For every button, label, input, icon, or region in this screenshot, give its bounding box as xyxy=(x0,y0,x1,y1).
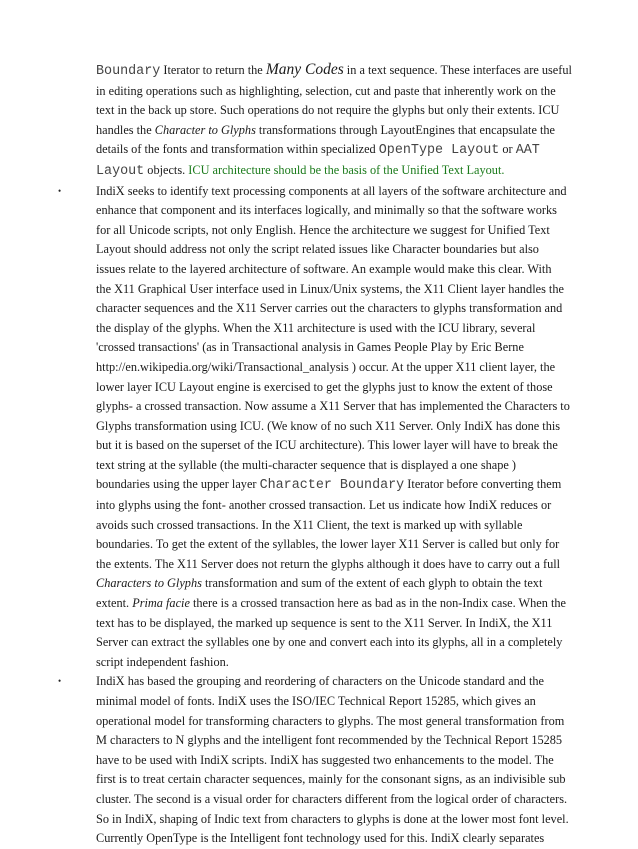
text-run: handles the xyxy=(96,122,155,137)
italic-term: Characters to Glyphs xyxy=(96,576,202,591)
text-line: for all Unicode scripts, not only English. Hence the architecture we suggest for Unified Text xyxy=(96,222,550,237)
text-line: lower layer ICU Layout engine is exercised to get the glyphs just to know the extent of those xyxy=(96,379,553,394)
text-line: but it is based on the superset of the ICU architecture). This lower layer will have to break the xyxy=(96,438,558,453)
text-line: avoids such crossed transactions. In the X11 Client, the text is marked up with syllable xyxy=(96,517,523,532)
text-line xyxy=(96,475,582,496)
bullet-item-unicode-grouping xyxy=(58,672,582,848)
text-line xyxy=(96,574,582,594)
text-line: Layout should address not only the script related issues like Character boundaries but also xyxy=(96,242,539,257)
text-line: the X11 Graphical User interface used in Linux/Unix systems, the X11 Client layer handles the xyxy=(96,281,564,296)
text-line: glyphs- a crossed transaction. Now assume a X11 Server that has implemented the Characters to xyxy=(96,399,570,414)
text-line: script independent fashion. xyxy=(96,654,229,669)
text-run: there is a crossed transaction here as bad as in the non-Indix case. When the xyxy=(189,596,566,611)
text-line: in editing operations such as highlighting, selection, cut and paste that inherently work on the xyxy=(96,83,556,98)
text-line: http://en.wikipedia.org/wiki/Transactional_analysis ) occur. At the upper X11 client layer, the xyxy=(96,359,556,374)
text-line: IndiX has based the grouping and reordering of characters on the Unicode standard and the xyxy=(96,674,544,689)
text-line xyxy=(96,140,582,161)
text-line xyxy=(96,121,582,141)
code-term: Layout xyxy=(96,163,145,179)
text-run: or xyxy=(499,142,516,157)
text-line: 'crossed transactions' (as in Transactional analysis in Games People Play by Eric Berne xyxy=(96,340,524,355)
italic-term: Many Codes xyxy=(265,61,344,78)
text-run: objects. xyxy=(144,162,189,177)
text-line: enhance that component and its interfaces logically, and minimally so that the software works xyxy=(96,203,557,218)
text-line: cluster. The second is a visual order for characters different from the logical order of characters. xyxy=(96,791,568,806)
text-line: have to be used with IndiX scripts. IndiX has suggested two enhancements to the model. The xyxy=(96,752,554,767)
bullet-item-crossed-transactions xyxy=(58,182,582,673)
text-line: boundaries. To get the extent of the syllables, the lower layer X11 Server is called but only for xyxy=(96,537,560,552)
text-line xyxy=(96,161,582,182)
code-term: AAT xyxy=(515,143,540,159)
italic-term: Character to Glyphs xyxy=(154,122,256,137)
text-line: first is to treat certain character sequences, mainly for the consonant signs, as an indivisible sub xyxy=(96,772,566,787)
text-run: Iterator before converting them xyxy=(404,477,562,492)
text-line: text in the back up store. Such operations do not require the glyphs but only their extents. ICU xyxy=(96,103,560,118)
text-line: M characters to N glyphs and the intelligent font recommended by the Technical Report 15285 xyxy=(96,733,563,748)
text-run: Iterator to return the xyxy=(160,63,266,77)
text-run: boundaries using the upper layer xyxy=(96,477,260,492)
continuation-paragraph xyxy=(96,60,582,182)
code-term: Character Boundary xyxy=(259,478,405,494)
text-line: Server can extract the syllables one by one and convert each into its glyphs, all in a completely xyxy=(96,635,563,650)
text-line: Currently OpenType is the Intelligent font technology used for this. IndiX clearly separates xyxy=(96,831,545,846)
bullet-icon: • xyxy=(58,185,62,196)
text-line: Glyphs transformation using ICU. (We know of no such X11 Server. Only IndiX has done this xyxy=(96,418,561,433)
code-term: Boundary xyxy=(96,64,161,79)
text-run: details of the fonts and transformation within specialized xyxy=(96,142,379,157)
text-line: operational model for transforming characters to glyphs. The most general transformation from xyxy=(96,713,565,728)
text-run: transformations through LayoutEngines that encapsulate the xyxy=(255,122,556,137)
highlighted-sentence: ICU architecture should be the basis of the Unified Text Layout. xyxy=(188,162,505,177)
text-line: IndiX seeks to identify text processing components at all layers of the software architecture and xyxy=(96,183,567,198)
text-run: extent. xyxy=(96,596,133,611)
text-line: So in IndiX, shaping of Indic text from characters to glyphs is done at the lower most font level. xyxy=(96,811,569,826)
text-line: minimal model of fonts. IndiX uses the ISO/IEC Technical Report 15285, which gives an xyxy=(96,694,536,708)
text-line: text string at the syllable (the multi-character sequence that is displayed a one shape ) xyxy=(96,457,516,472)
text-line: the display of the glyphs. When the X11 architecture is used with the ICU library, several xyxy=(96,320,536,335)
text-line xyxy=(96,594,582,614)
text-line xyxy=(96,60,582,82)
text-line: character sequences and the X11 Server carries out the characters to glyphs transformation and xyxy=(96,301,563,316)
bullet-icon: • xyxy=(58,676,62,687)
italic-term: Prima facie xyxy=(132,596,190,611)
text-line: issues relate to the layered architecture of software. An example would make this clear. With xyxy=(96,261,552,276)
text-line: the extents. The X11 Server does not return the glyphs although it does have to carry out a full xyxy=(96,556,561,571)
text-line: into glyphs using the font- another crossed transaction. Let us indicate how IndiX reduces or xyxy=(96,498,552,513)
text-line: text has to be displayed, the marked up sequence is sent to the X11 Server. In IndiX, the X11 xyxy=(96,615,553,630)
code-term: OpenType Layout xyxy=(378,143,500,159)
text-run: transformation and sum of the extent of each glyph to obtain the text xyxy=(201,576,543,591)
document-body xyxy=(58,60,582,849)
text-run: in a text sequence. These interfaces are useful xyxy=(343,63,572,77)
